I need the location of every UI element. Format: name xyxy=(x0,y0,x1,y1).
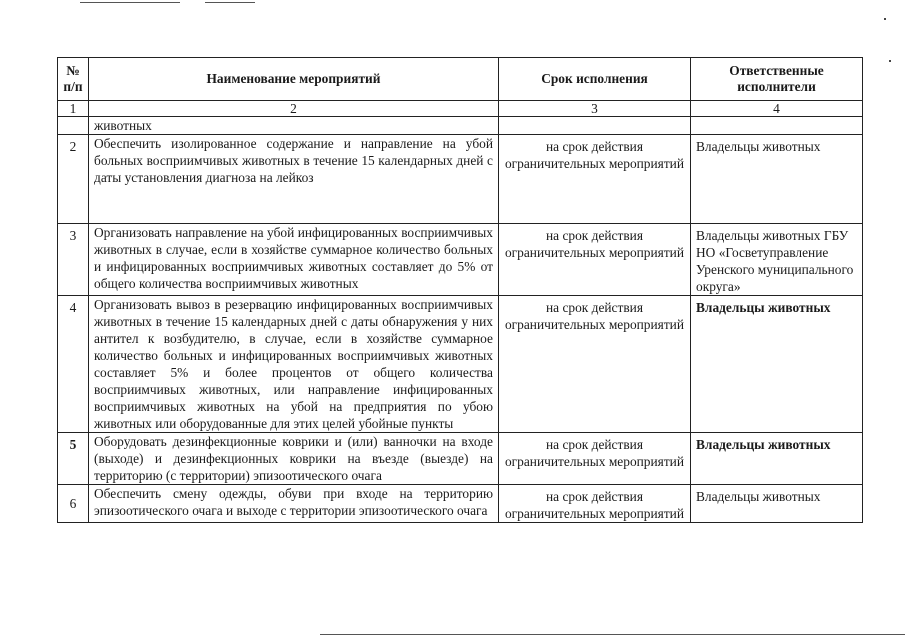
scan-line-bottom xyxy=(320,634,905,635)
header-term: Срок исполнения xyxy=(499,58,691,101)
row-action: Обеспечить смену одежды, обуви при входе на территорию эпизоотического очага и выходе с территории эпизоотического очага xyxy=(89,485,499,523)
row-responsible: Владельцы животных xyxy=(691,485,863,523)
row-responsible: Владельцы животных xyxy=(691,296,863,433)
scan-line-top-2 xyxy=(205,2,255,3)
column-numbers-row xyxy=(58,101,863,117)
row-number: 5 xyxy=(58,433,89,485)
header-responsible: Ответственные исполнители xyxy=(691,58,863,101)
row-responsible: Владельцы животных ГБУ НО «Госветуправление Уренского муниципального округа» xyxy=(691,224,863,296)
row-action: Оборудовать дезинфекционные коврики и (или) ванночки на входе (выходе) и дезинфекционных коврики на въезде (выезде) на территорию (с территории) эпизоотического очага xyxy=(89,433,499,485)
header-num: № п/п xyxy=(58,58,89,101)
table-row xyxy=(58,485,863,523)
row-action: Организовать вывоз в резервацию инфицированных восприимчивых животных в течение 15 календарных дней с даты обнаружения у них антител к возбудителю, в случае, если в хозяйстве суммарное количество больных и инфицированных восприимчивых животных составляет 5% и более процентов от общего количества восприимчивых животных, или направление инфицированных восприимчивых животных на убой на предприятия по убою животных или оборудованные для этих целей убойные пункты xyxy=(89,296,499,433)
row-term: на срок действия ограничительных мероприятий xyxy=(499,135,691,224)
row-action: Организовать направление на убой инфицированных восприимчивых животных в случае, если в хозяйстве суммарное количество больных и инфицированных восприимчивых животных составляет до 5% от общего количества восприимчивых животных xyxy=(89,224,499,296)
row-term: на срок действия ограничительных мероприятий xyxy=(499,485,691,523)
row-responsible: Владельцы животных xyxy=(691,433,863,485)
row-term: на срок действия ограничительных мероприятий xyxy=(499,296,691,433)
column-number: 1 xyxy=(58,101,89,117)
scan-line-top-1 xyxy=(80,2,180,3)
scan-dot-1 xyxy=(884,18,886,20)
continuation-text: животных xyxy=(89,117,499,135)
row-term: на срок действия ограничительных мероприятий xyxy=(499,433,691,485)
scan-dot-2 xyxy=(889,60,891,62)
row-responsible: Владельцы животных xyxy=(691,135,863,224)
row-number: 6 xyxy=(58,485,89,523)
column-number: 2 xyxy=(89,101,499,117)
row-number: 2 xyxy=(58,135,89,224)
table-row xyxy=(58,433,863,485)
header-action: Наименование мероприятий xyxy=(89,58,499,101)
row-number: 3 xyxy=(58,224,89,296)
measures-table xyxy=(57,57,863,523)
table-row xyxy=(58,224,863,296)
row-number: 4 xyxy=(58,296,89,433)
row-term: на срок действия ограничительных мероприятий xyxy=(499,224,691,296)
continuation-row xyxy=(58,117,863,135)
table-row xyxy=(58,135,863,224)
table-row xyxy=(58,296,863,433)
column-number: 4 xyxy=(691,101,863,117)
column-number: 3 xyxy=(499,101,691,117)
row-action: Обеспечить изолированное содержание и направление на убой больных восприимчивых животных в течение 15 календарных дней с даты установления диагноза на лейкоз xyxy=(89,135,499,224)
header-row xyxy=(58,58,863,101)
